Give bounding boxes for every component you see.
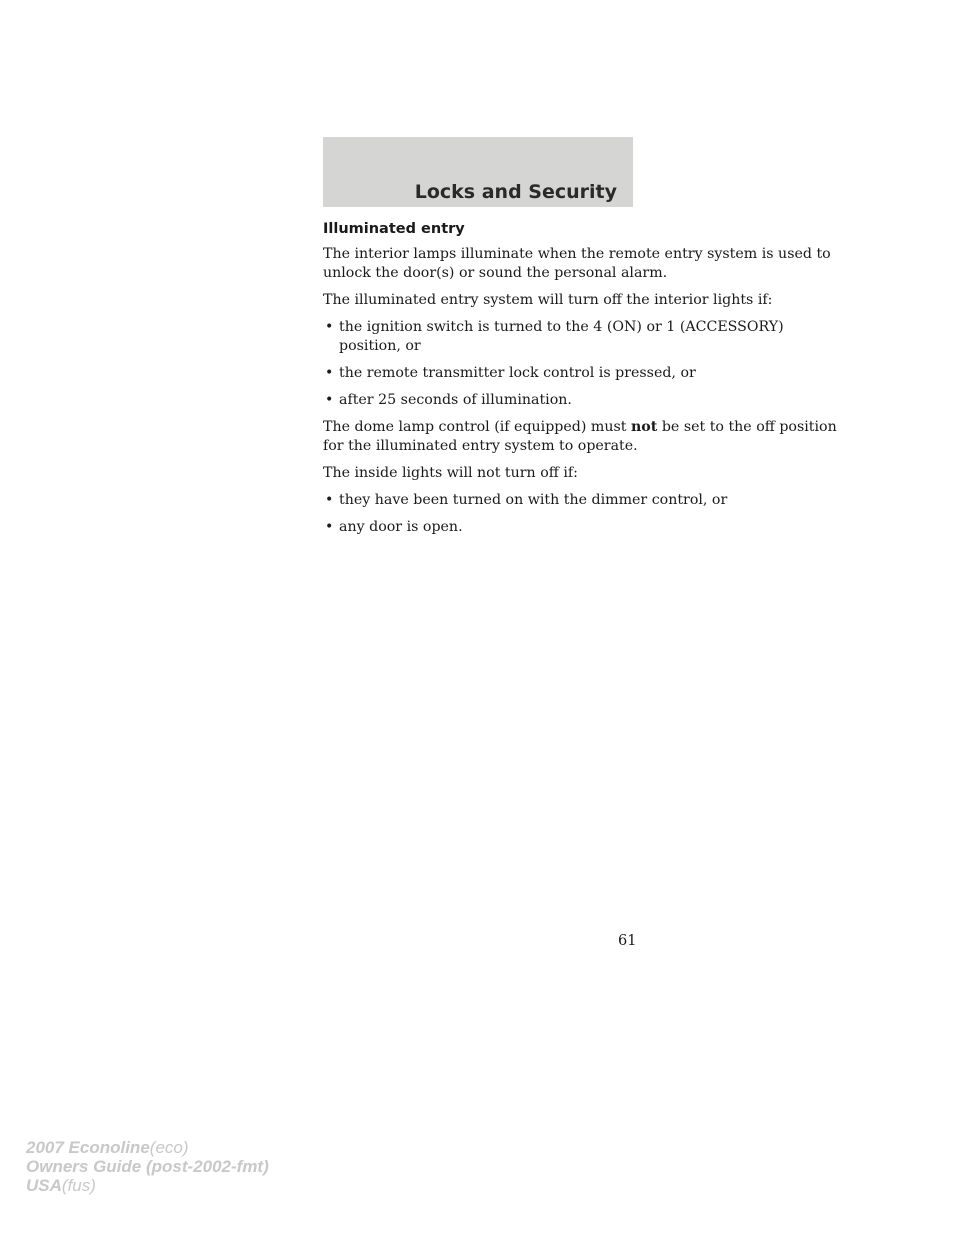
paragraph-dome-lamp-post: be set to the off position <box>657 419 837 435</box>
paragraph-turn-off: The illuminated entry system will turn off the interior lights if: <box>323 292 773 308</box>
bullet-item <box>323 518 643 537</box>
paragraph-intro <box>323 245 831 283</box>
bullet-text: after 25 seconds of illumination. <box>339 392 572 408</box>
footer-model: 2007 Econoline <box>26 1138 150 1157</box>
paragraph-intro-line2: unlock the door(s) or sound the personal alarm. <box>323 265 668 281</box>
bullet-icon: • <box>325 319 334 335</box>
bullet-text-line2: position, or <box>339 338 421 354</box>
section-title: Locks and Security <box>414 181 617 203</box>
paragraph-not-turn-off: The inside lights will not turn off if: <box>323 465 578 481</box>
heading-illuminated-entry: Illuminated entry <box>323 221 465 237</box>
bullet-icon: • <box>325 392 334 408</box>
footer-market-code: (fus) <box>61 1176 96 1195</box>
bullet-text: any door is open. <box>339 519 463 535</box>
footer-market: USA <box>26 1176 62 1195</box>
paragraph-intro-line1: The interior lamps illuminate when the remote entry system is used to <box>323 246 831 262</box>
bullet-item <box>323 491 728 510</box>
paragraph-dome-lamp-line2: for the illuminated entry system to operate. <box>323 438 638 454</box>
bullet-item <box>323 364 696 383</box>
bullet-text: the remote transmitter lock control is pressed, or <box>339 365 696 381</box>
footer-watermark <box>26 1138 269 1195</box>
page-number: 61 <box>618 933 637 949</box>
bullet-icon: • <box>325 519 334 535</box>
bullet-text: they have been turned on with the dimmer control, or <box>339 492 728 508</box>
bullet-item <box>323 391 643 410</box>
bullet-text-line1: the ignition switch is turned to the 4 (ON) or 1 (ACCESSORY) <box>339 319 784 335</box>
header-band <box>323 137 633 207</box>
bullet-item <box>323 318 784 356</box>
bullet-icon: • <box>325 365 334 381</box>
paragraph-dome-lamp <box>323 418 837 456</box>
page-content <box>323 221 837 545</box>
footer-model-code: (eco) <box>149 1138 189 1157</box>
paragraph-dome-lamp-pre: The dome lamp control (if equipped) must <box>323 419 631 435</box>
paragraph-dome-lamp-emphasis: not <box>630 419 658 435</box>
footer-guide: Owners Guide (post-2002-fmt) <box>26 1157 269 1176</box>
bullet-icon: • <box>325 492 334 508</box>
